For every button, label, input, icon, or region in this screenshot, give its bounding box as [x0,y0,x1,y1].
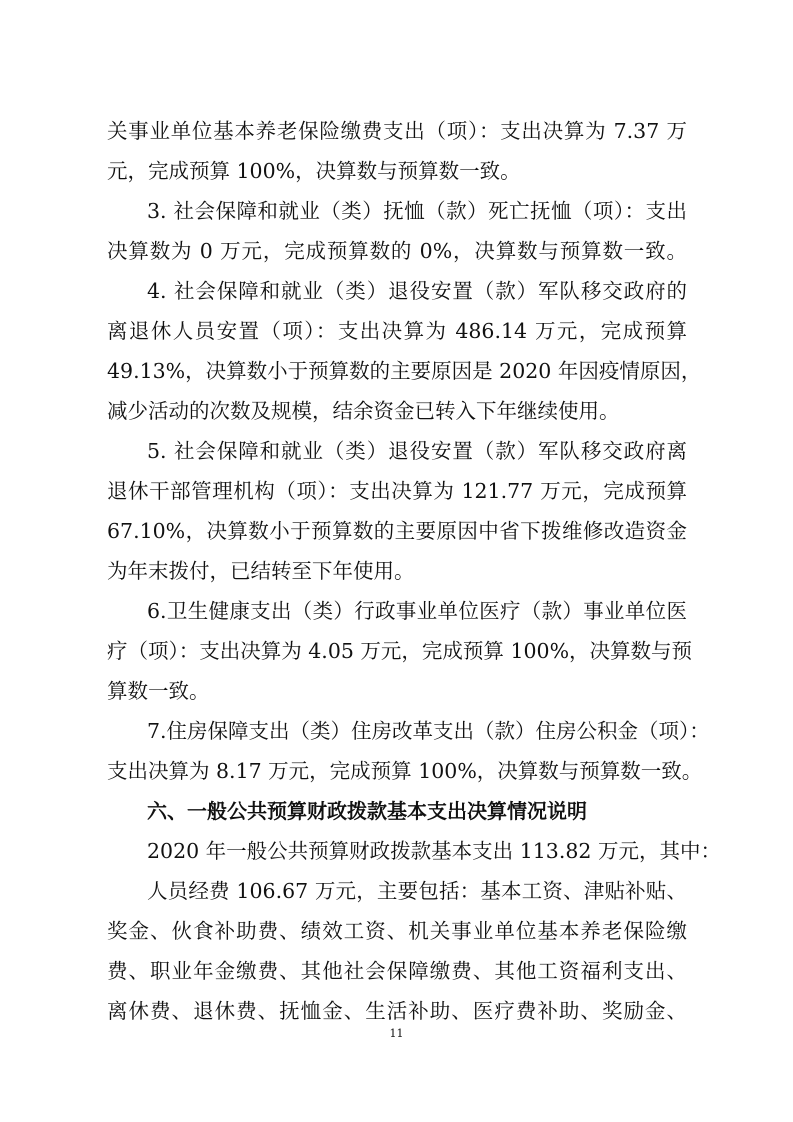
text-line-7: 49.13%，决算数小于预算数的主要原因是 2020 年因疫情原因， [107,359,702,383]
text-line-11: 67.10%，决算数小于预算数的主要原因中省下拨维修改造资金 [107,519,687,543]
text-line-19: 2020 年一般公共预算财政拨款基本支出 113.82 万元，其中： [147,839,721,863]
text-line-9: 5. 社会保障和就业（类）退役安置（款）军队移交政府离 [147,439,687,463]
text-line-23: 离休费、退休费、抚恤金、生活补助、医疗费补助、奖励金、 [107,999,687,1023]
text-line-20: 人员经费 106.67 万元，主要包括：基本工资、津贴补贴、 [147,879,687,903]
text-line-6: 离退休人员安置（项）：支出决算为 486.14 万元，完成预算 [107,319,687,343]
text-line-13: 6.卫生健康支出（类）行政事业单位医疗（款）事业单位医 [147,599,687,623]
text-line-15: 算数一致。 [107,679,210,703]
text-line-4: 决算数为 0 万元，完成预算数的 0%，决算数与预算数一致。 [107,239,687,263]
text-line-1: 关事业单位基本养老保险缴费支出（项）：支出决算为 7.37 万 [107,119,687,143]
text-line-12: 为年末拨付，已结转至下年使用。 [107,559,415,583]
text-line-22: 费、职业年金缴费、其他社会保障缴费、其他工资福利支出、 [107,959,687,983]
text-line-2: 元，完成预算 100%，决算数与预算数一致。 [107,159,521,183]
text-line-5: 4. 社会保障和就业（类）退役安置（款）军队移交政府的 [147,279,687,303]
text-line-10: 退休干部管理机构（项）：支出决算为 121.77 万元，完成预算 [107,479,687,503]
section-heading: 六、一般公共预算财政拨款基本支出决算情况说明 [147,799,587,823]
text-line-16: 7.住房保障支出（类）住房改革支出（款）住房公积金（项）： [147,719,710,743]
text-line-21: 奖金、伙食补助费、绩效工资、机关事业单位基本养老保险缴 [107,919,687,943]
text-line-14: 疗（项）：支出决算为 4.05 万元，完成预算 100%，决算数与预 [107,639,693,663]
text-line-8: 减少活动的次数及规模，结余资金已转入下年继续使用。 [107,399,620,423]
text-line-17: 支出决算为 8.17 万元，完成预算 100%，决算数与预算数一致。 [107,759,703,783]
text-line-3: 3. 社会保障和就业（类）抚恤（款）死亡抚恤（项）：支出 [147,199,687,223]
page-number: 11 [389,1027,404,1040]
